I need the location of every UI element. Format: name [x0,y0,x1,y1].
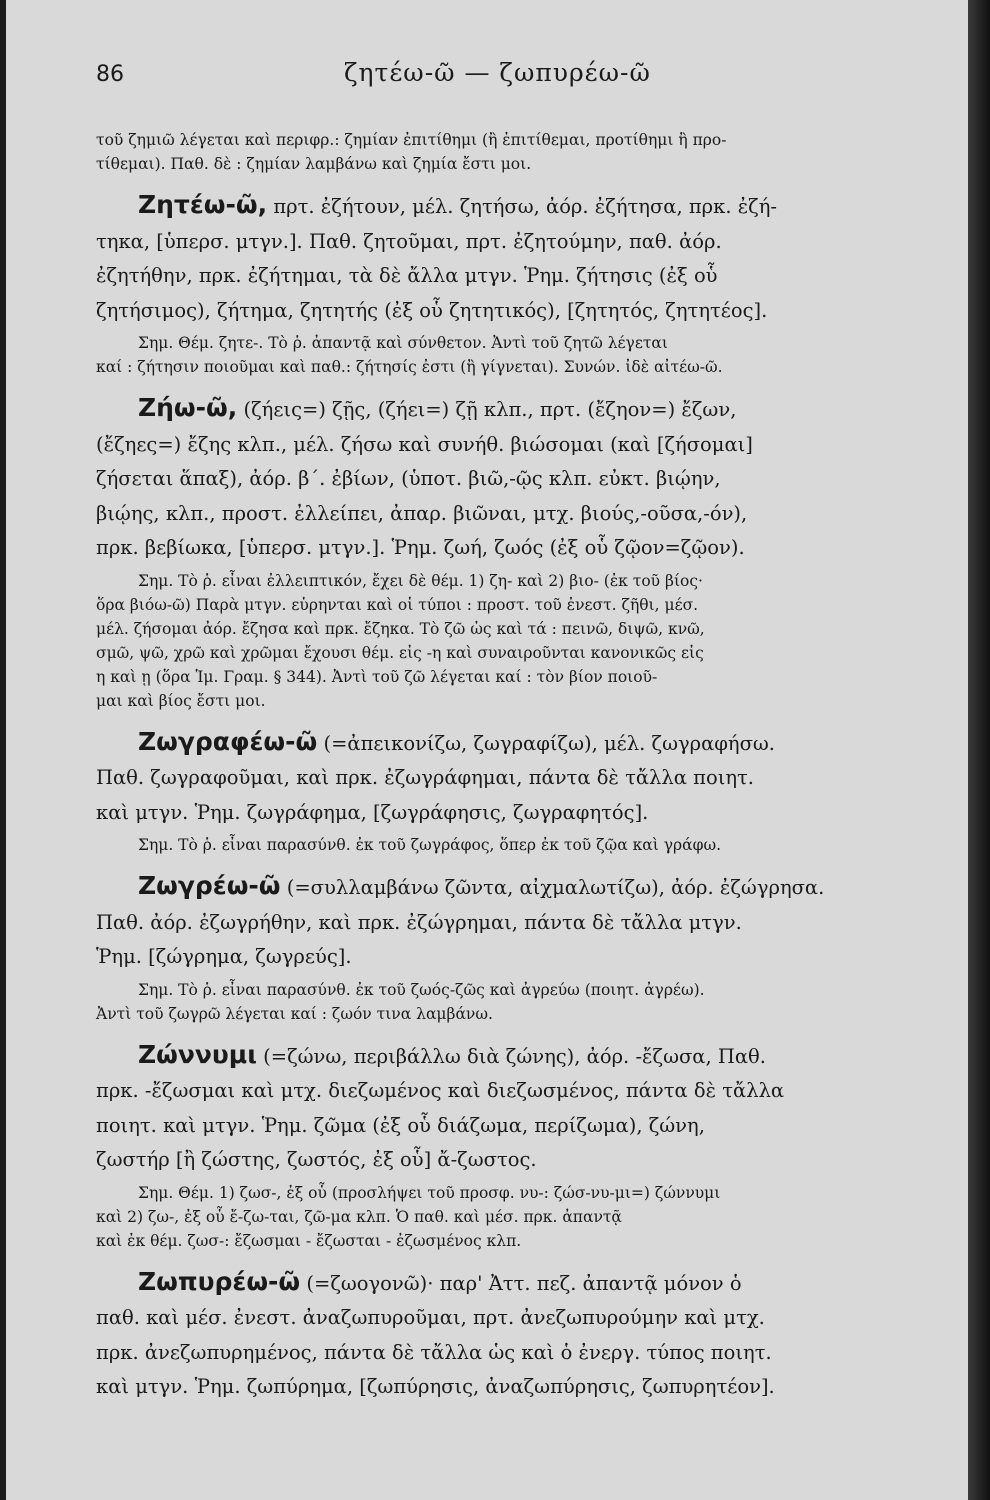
headword: Ζωγρέω-ῶ [138,871,281,900]
dictionary-entry-zopyreo [96,1265,928,1405]
running-title: ζητέω-ῶ — ζωπυρέω-ῶ [344,58,651,87]
headword: Ζήω-ῶ, [138,393,238,422]
entry-line: Παθ. ζωγραφοῦμαι, καὶ πρκ. ἐζωγράφημαι, πάντα δὲ τἄλλα ποιητ. [96,766,755,789]
entry-text: (=ζώνω, περιβάλλω διὰ ζώνης), ἀόρ. -ἔζωσα, Παθ. [263,1044,766,1068]
entry-line: ἐζητήθην, πρκ. ἐζήτημαι, τὰ δὲ ἄλλα μτγν. Ῥημ. ζήτησις (ἐξ οὗ [96,264,718,287]
note-line: Ἀντὶ τοῦ ζωγρῶ λέγεται καί : ζωόν τινα λαμβάνω. [96,1004,493,1023]
entry-first-line [96,869,928,906]
note-line: Σημ. Τὸ ῥ. εἶναι παρασύνθ. ἐκ τοῦ ζωγράφος, ὅπερ ἐκ τοῦ ζῷα καὶ γράφω. [138,836,722,854]
entry-line: τηκα, [ὑπερσ. μτγν.]. Παθ. ζητοῦμαι, πρτ. ἐζητούμην, παθ. ἀόρ. [96,229,722,253]
entry-line: καὶ μτγν. Ῥημ. ζωπύρημα, [ζωπύρησις, ἀναζωπύρησις, ζωπυρητέον]. [96,1375,775,1398]
book-page [6,0,968,1500]
note-line: καὶ ἐκ θέμ. ζωσ-: ἔζωσμαι - ἔζωσται - ἐζωσμένος κλπ. [96,1231,522,1250]
entry-text: (=συλλαμβάνω ζῶντα, αἰχμαλωτίζω), ἀόρ. ἐζώγρησα. [286,876,825,899]
entry-line: (ἔζηες=) ἔζης κλπ., μέλ. ζήσω καὶ συνήθ. βιώσομαι (καὶ [ζήσομαι] [96,432,753,456]
entry-note [96,978,928,1026]
page-number: 86 [96,62,124,87]
dictionary-entry-zeo [96,391,928,713]
entry-text: (=ζωογονῶ)· παρ' Ἀττ. πεζ. ἀπαντᾷ μόνον ὁ [306,1271,742,1295]
entry-text: πρτ. ἐζήτουν, μέλ. ζητήσω, ἀόρ. ἐζήτησα, πρκ. ἐζή- [273,195,778,218]
headword: Ζωγραφέω-ῶ [138,726,318,756]
page-header [96,58,928,102]
headword: Ζώννυμι [138,1039,257,1069]
entry-note [96,1181,928,1253]
note-line: Σημ. Τὸ ῥ. εἶναι ἐλλειπτικόν, ἔχει δὲ θέμ. 1) ζη- καὶ 2) βιο- (ἐκ τοῦ βίος· [138,571,703,590]
entry-line: πρκ. ἀνεζωπυρημένος, πάντα δὲ τἄλλα ὡς καὶ ὁ ἐνεργ. τύπος ποιητ. [96,1340,772,1364]
entry-line: ποιητ. καὶ μτγν. Ῥημ. ζῶμα (ἐξ οὗ διάζωμα, περίζωμα), ζώνη, [96,1113,705,1137]
dictionary-entry-zeteo [96,188,928,379]
headword: Ζητέω-ῶ, [138,190,268,219]
entry-line: ζήσεται ἅπαξ), ἀόρ. β΄. ἐβίων, (ὑποτ. βιῶ,-ῷς κλπ. εὐκτ. βιῴην, [96,467,721,490]
note-line: καὶ 2) ζω-, ἐξ οὗ ἔ-ζω-ται, ζῶ-μα κλπ. Ὁ παθ. καὶ μέσ. πρκ. ἀπαντᾷ [96,1207,622,1226]
note-line: Σημ. Τὸ ῥ. εἶναι παρασύνθ. ἐκ τοῦ ζωός-ζῶς καὶ ἀγρεύω (ποιητ. ἀγρέω). [138,980,705,999]
entry-line: πρκ. -ἔζωσμαι καὶ μτχ. διεζωμένος καὶ διεζωσμένος, πάντα δὲ τἄλλα [96,1079,785,1102]
note-line: μέλ. ζήσομαι ἀόρ. ἔζησα καὶ πρκ. ἔζηκα. Τὸ ζῶ ὡς καὶ τά : πεινῶ, διψῶ, κνῶ, [96,619,705,638]
entry-line: ζωστήρ [ἢ ζώστης, ζωστός, ἐξ οὗ] ἄ-ζωστος. [96,1148,537,1171]
entry-first-line [96,188,928,225]
entry-line: παθ. καὶ μέσ. ἐνεστ. ἀναζωπυροῦμαι, πρτ. ἀνεζωπυρούμην καὶ μτχ. [96,1306,765,1329]
headword: Ζωπυρέω-ῶ [138,1266,301,1296]
entry-text: (=ἀπεικονίζω, ζωγραφίζω), μέλ. ζωγραφήσω. [323,731,776,755]
entry-line: Παθ. ἀόρ. ἐζωγρήθην, καὶ πρκ. ἐζώγρημαι, πάντα δὲ τἄλλα μτγν. [96,910,742,934]
note-line: Σημ. Θέμ. 1) ζωσ-, ἐξ οὗ (προσλήψει τοῦ προσφ. νυ-: ζώσ-νυ-μι=) ζώννυμι [138,1183,721,1202]
entry-first-line [96,391,928,428]
note-line: μαι καὶ βίος ἔστι μοι. [96,691,266,710]
note-line: σμῶ, ψῶ, χρῶ καὶ χρῶμαι ἔχουσι θέμ. εἰς -η καὶ συναιροῦνται κανονικῶς εἰς [96,643,704,662]
entry-text: (ζήεις=) ζῇς, (ζήει=) ζῇ κλπ., πρτ. (ἔζηον=) ἔζων, [243,398,737,421]
note-line: η καὶ ῃ (ὅρα Ἱμ. Γραμ. § 344). Ἀντὶ τοῦ ζῶ λέγεται καί : τὸν βίον ποιοῦ- [96,667,658,686]
dictionary-entry-zographeo [96,725,928,858]
entry-line: καὶ μτγν. Ῥημ. ζωγράφημα, [ζωγράφησις, ζωγραφητός]. [96,800,649,824]
entry-line: βιῴης, κλπ., προστ. ἐλλείπει, ἀπαρ. βιῶναι, μτχ. βιούς,-οῦσα,-όν), [96,501,748,525]
entry-first-line [96,1265,928,1302]
page-binding-edge [968,0,990,1500]
entry-note [96,833,928,857]
intro-line: τίθεμαι). Παθ. δὲ : ζημίαν λαμβάνω καὶ ζημία ἔστι μοι. [96,155,532,173]
note-line: ὅρα βιόω-ῶ) Παρὰ μτγν. εὑρηνται καὶ οἱ τύποι : προστ. τοῦ ἐνεστ. ζῆθι, μέσ. [96,595,699,614]
note-line: Σημ. Θέμ. ζητε-. Τὸ ῥ. ἀπαντᾷ καὶ σύνθετον. Ἀντὶ τοῦ ζητῶ λέγεται [138,334,668,352]
dictionary-entry-zonnymi [96,1038,928,1253]
entry-line: Ῥημ. [ζώγρημα, ζωγρεύς]. [96,945,352,968]
entry-first-line [96,725,928,762]
entry-line: ζητήσιμος), ζήτημα, ζητητής (ἐξ οὗ ζητητικός), [ζητητός, ζητητέος]. [96,298,768,322]
note-line: καί : ζήτησιν ποιοῦμαι καὶ παθ.: ζήτησίς ἐστι (ἢ γίγνεται). Συνών. ἰδὲ αἰτέω-ῶ. [96,358,723,376]
entry-note [96,331,928,379]
intro-note [96,128,928,176]
entry-first-line [96,1038,928,1075]
entry-line: πρκ. βεβίωκα, [ὑπερσ. μτγν.]. Ῥημ. ζωή, ζωός (ἐξ οὗ ζῷον=ζῷον). [96,536,745,559]
dictionary-entry-zogreo [96,869,928,1026]
intro-line: τοῦ ζημιῶ λέγεται καὶ περιφρ.: ζημίαν ἐπιτίθημι (ἢ ἐπιτίθεμαι, προτίθημι ἢ προ- [96,131,727,149]
entry-note [96,569,928,713]
